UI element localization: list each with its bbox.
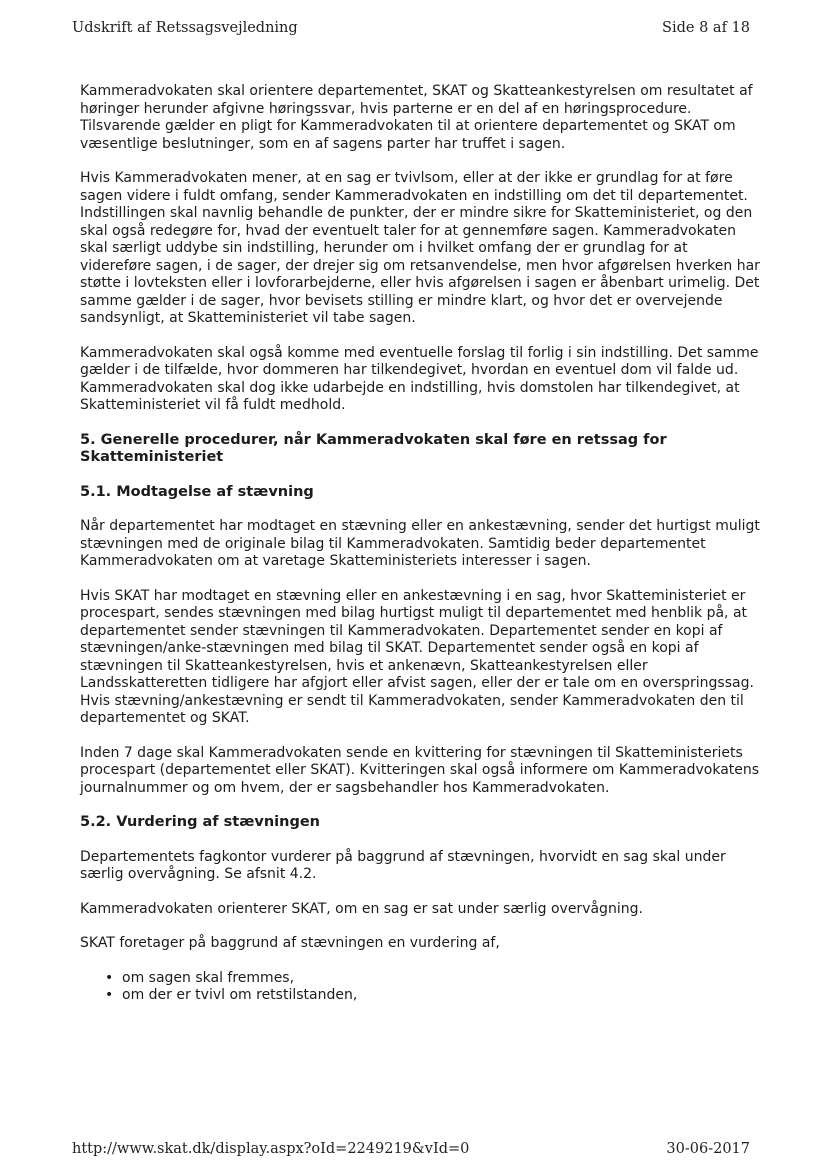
- paragraph: Hvis SKAT har modtaget en stævning eller en ankestævning i en sag, hvor Skatteministeriet er procespart, sendes stævningen med bilag hurtigst muligt til departementet med henblik på, at departementet sender stævningen til Kammeradvokaten. Departementet sender en kopi af stævningen/anke-stævningen med bilag til SKAT. Departementet sender også en kopi af stævningen til Skatteankestyrelsen, hvis et ankenævn, Skatteankestyrelsen eller Landsskatteretten tidligere har afgjort eller afvist sagen, eller der er tale om en overspringssag. Hvis stævning/ankestævning er sendt til Kammeradvokaten, sender Kammeradvokaten den til departementet og SKAT.: [80, 587, 754, 726]
- paragraph: Kammeradvokaten skal orientere departementet, SKAT og Skatteankestyrelsen om resultatet af høringer herunder afgivne høringssvar, hvis parterne er en del af en høringsprocedure. Tilsvarende gælder en pligt for Kammeradvokaten til at orientere departementet og SKAT om væsentlige beslutninger, som en af sagens parter har truffet i sagen.: [80, 83, 753, 152]
- section-heading-5-1: 5.1. Modtagelse af stævning: [80, 483, 314, 500]
- list-item: [105, 987, 760, 1005]
- bullet-icon: •: [105, 987, 114, 1003]
- bullet-list: [80, 970, 760, 1005]
- page-footer: [72, 1141, 750, 1157]
- print-date: 30-06-2017: [666, 1141, 750, 1157]
- page-number: Side 8 af 18: [662, 20, 750, 36]
- paragraph: Kammeradvokaten skal også komme med eventuelle forslag til forlig i sin indstilling. Det samme gælder i de tilfælde, hvor dommeren har tilkendegivet, hvordan en eventuel dom vil falde ud. Kammeradvokaten skal dog ikke udarbejde en indstilling, hvis domstolen har tilkendegivet, at Skatteministeriet vil få fuldt medhold.: [80, 344, 759, 413]
- paragraph: Departementets fagkontor vurderer på baggrund af stævningen, hvorvidt en sag skal under særlig overvågning. Se afsnit 4.2.: [80, 848, 726, 882]
- page-header: [72, 20, 750, 36]
- paragraph: Når departementet har modtaget en stævning eller en ankestævning, sender det hurtigst muligt stævningen med de originale bilag til Kammeradvokaten. Samtidig beder departementet Kammeradvokaten om at varetage Skatteministeriets interesser i sagen.: [80, 518, 760, 569]
- section-heading-5-2: 5.2. Vurdering af stævningen: [80, 814, 321, 830]
- list-item-text: om der er tvivl om retstilstanden,: [122, 987, 358, 1003]
- paragraph: Hvis Kammeradvokaten mener, at en sag er tvivlsom, eller at der ikke er grundlag for at føre sagen videre i fuldt omfang, sender Kammeradvokaten en indstilling om det til departementet. Indstillingen skal navnlig behandle de punkter, der er mindre sikre for Skatteministeriet, og den skal også redegøre for, hvad der eventuelt taler for at gennemføre sagen. Kammeradvokaten skal særligt uddybe sin indstilling, herunder om i hvilket omfang der er grundlag for at videreføre sagen, i de sager, der drejer sig om retsanvendelse, men hvor afgørelsen hverken har støtte i lovteksten eller i lovforarbejderne, eller hvis afgørelsen i sagen er åbenbart urimelig. Det samme gælder i de sager, hvor bevisets stilling er mindre klart, og hvor det er overvejende sandsynligt, at Skatteministeriet vil tabe sagen.: [80, 170, 760, 326]
- paragraph: SKAT foretager på baggrund af stævningen en vurdering af,: [80, 935, 500, 951]
- list-item-text: om sagen skal fremmes,: [122, 969, 295, 986]
- paragraph: Kammeradvokaten orienterer SKAT, om en sag er sat under særlig overvågning.: [80, 900, 643, 917]
- document-title: Udskrift af Retssagsvejledning: [72, 20, 298, 36]
- source-url: http://www.skat.dk/display.aspx?oId=2249219&vId=0: [72, 1141, 470, 1157]
- list-item: [105, 969, 760, 988]
- bullet-icon: •: [105, 969, 114, 986]
- document-body: [80, 83, 760, 1005]
- paragraph: Inden 7 dage skal Kammeradvokaten sende en kvittering for stævningen til Skatteministeriets procespart (departementet eller SKAT). Kvitteringen skal også informere om Kammeradvokatens journalnummer og om hvem, der er sagsbehandler hos Kammeradvokaten.: [80, 744, 760, 796]
- section-heading-5: 5. Generelle procedurer, når Kammeradvokaten skal føre en retssag for Skatteministeriet: [80, 431, 667, 465]
